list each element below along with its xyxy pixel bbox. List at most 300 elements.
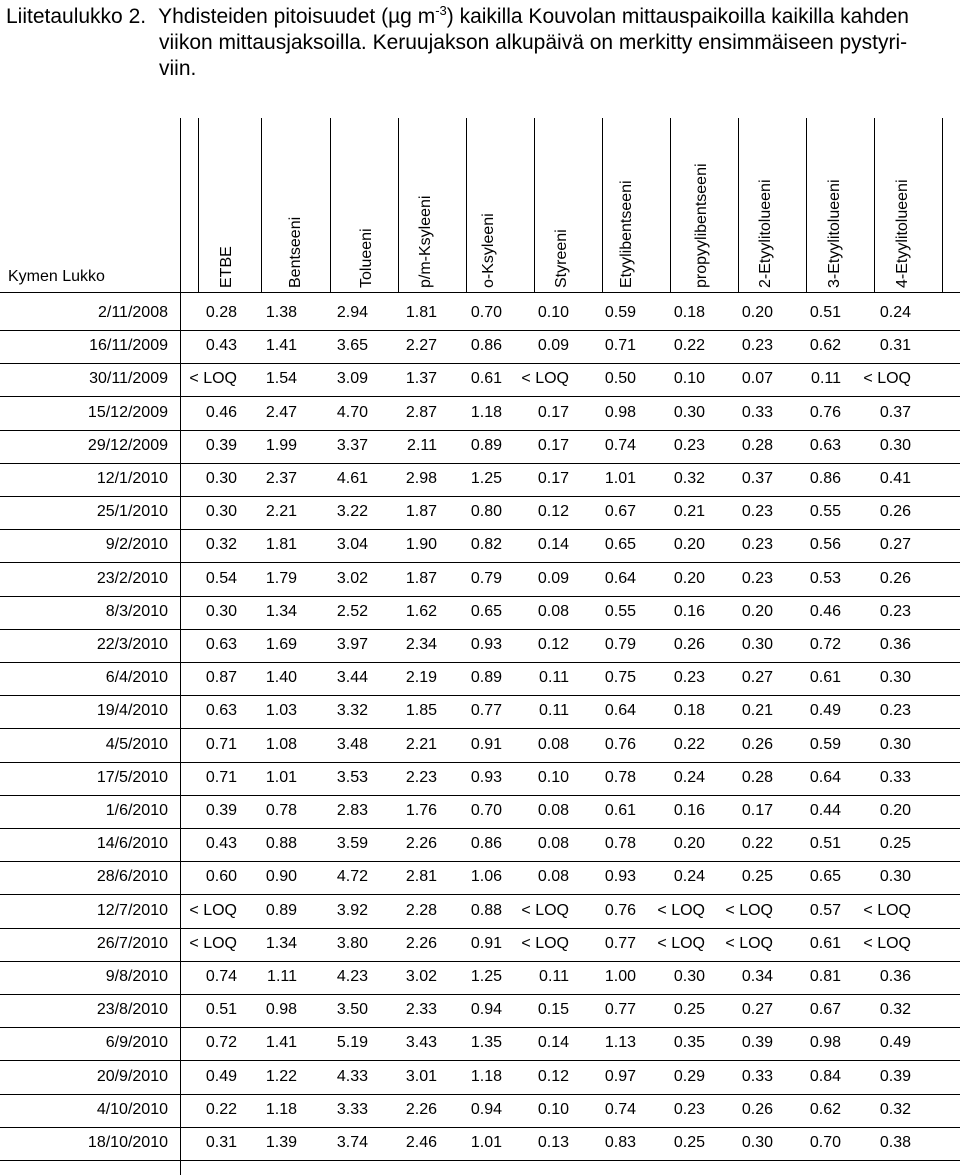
- row-date: 4/5/2010: [105, 735, 168, 753]
- table-cell: 3.09: [336, 370, 368, 388]
- row-divider: [0, 1094, 960, 1095]
- row-divider: [0, 363, 960, 364]
- row-date: 22/3/2010: [96, 636, 168, 653]
- table-cell: 0.22: [205, 1100, 237, 1118]
- row-date: 15/12/2009: [87, 403, 168, 421]
- table-cell: 0.77: [604, 1001, 636, 1019]
- table-cell: 1.40: [265, 669, 297, 687]
- row-date: 20/9/2010: [96, 1067, 168, 1085]
- table-cell: 0.43: [205, 337, 237, 355]
- table-cell: 0.77: [604, 934, 636, 952]
- header-column-separator: [806, 118, 807, 292]
- row-divider: [0, 463, 960, 464]
- table-cell: 0.49: [205, 1067, 237, 1085]
- table-cell: 5.19: [336, 1034, 368, 1052]
- table-cell: < LOQ: [521, 901, 569, 919]
- table-cell: 0.16: [673, 802, 705, 819]
- table-cell: 2.26: [405, 1100, 437, 1118]
- table-cell: 1.54: [265, 370, 297, 388]
- table-cell: 0.25: [673, 1001, 705, 1019]
- row-divider: [0, 396, 960, 397]
- table-cell: 3.43: [405, 1034, 437, 1052]
- table-cell: 1.90: [405, 536, 437, 554]
- header-column-separator: [534, 118, 535, 292]
- table-cell: 3.02: [405, 968, 437, 985]
- table-cell: 1.87: [405, 569, 437, 587]
- table-cell: 0.30: [205, 470, 237, 487]
- table-cell: 0.78: [265, 802, 297, 819]
- table-cell: 0.93: [470, 768, 502, 786]
- table-cell: 0.23: [741, 536, 773, 554]
- table-cell: 0.28: [741, 768, 773, 786]
- column-header: 3-Etyylitolueeni: [826, 179, 843, 288]
- table-cell: 0.37: [879, 403, 911, 421]
- table-cell: 0.26: [879, 503, 911, 521]
- table-cell: 0.10: [537, 1100, 569, 1118]
- table-cell: 0.74: [205, 968, 237, 985]
- table-cell: 0.97: [604, 1067, 636, 1085]
- table-cell: 0.20: [673, 569, 705, 587]
- table-cell: 1.03: [265, 702, 297, 720]
- column-header: 4-Etyylitolueeni: [894, 179, 911, 288]
- table-cell: 3.65: [336, 337, 368, 355]
- table-cell: 0.86: [470, 835, 502, 853]
- table-cell: 0.59: [604, 304, 636, 321]
- table-cell: 0.35: [673, 1034, 705, 1052]
- caption-label: Liitetaulukko 2.: [6, 5, 147, 28]
- table-cell: 0.13: [537, 1134, 569, 1151]
- table-cell: 0.91: [470, 735, 502, 753]
- table-cell: 0.26: [673, 636, 705, 653]
- table-cell: 3.53: [336, 768, 368, 786]
- table-cell: 0.64: [604, 702, 636, 720]
- table-cell: 0.61: [470, 370, 502, 388]
- table-cell: 0.12: [537, 503, 569, 521]
- table-cell: 0.28: [205, 304, 237, 321]
- table-cell: 0.10: [673, 370, 705, 388]
- row-divider: [0, 1160, 960, 1161]
- table-cell: 0.33: [879, 768, 911, 786]
- table-cell: 2.21: [265, 503, 297, 521]
- table-cell: 0.98: [265, 1001, 297, 1019]
- header-column-separator: [670, 118, 671, 292]
- table-cell: < LOQ: [863, 901, 911, 919]
- table-cell: 0.59: [809, 735, 841, 753]
- table-cell: 0.72: [205, 1034, 237, 1052]
- table-cell: 1.25: [470, 470, 502, 487]
- table-cell: 0.23: [673, 669, 705, 687]
- table-cell: 0.20: [673, 536, 705, 554]
- table-cell: < LOQ: [189, 901, 237, 919]
- table-cell: 0.30: [879, 868, 911, 886]
- table-cell: 2.46: [405, 1134, 437, 1151]
- table-cell: 0.30: [673, 403, 705, 421]
- row-date: 9/8/2010: [105, 968, 168, 985]
- table-cell: 0.26: [879, 569, 911, 587]
- table-cell: 0.61: [809, 669, 841, 687]
- row-date: 23/2/2010: [96, 569, 168, 587]
- table-cell: 0.64: [809, 768, 841, 786]
- table-cell: 0.27: [741, 1001, 773, 1019]
- table-cell: 2.11: [407, 436, 437, 454]
- table-cell: 0.81: [809, 968, 841, 985]
- table-cell: 1.34: [265, 602, 297, 620]
- column-header: Tolueeni: [358, 228, 375, 288]
- table-cell: 0.36: [879, 968, 911, 985]
- table-cell: 0.24: [673, 868, 705, 886]
- table-cell: 0.11: [811, 370, 841, 388]
- table-cell: 0.89: [470, 436, 502, 454]
- column-header: Etyylibentseeni: [618, 180, 635, 288]
- table-cell: 0.20: [879, 802, 911, 819]
- table-cell: 0.46: [809, 602, 841, 620]
- table-cell: 0.39: [205, 802, 237, 819]
- table-cell: 0.67: [809, 1001, 841, 1019]
- table-cell: 0.32: [205, 536, 237, 554]
- table-cell: 0.98: [809, 1034, 841, 1052]
- table-cell: 0.49: [809, 702, 841, 720]
- row-divider: [0, 662, 960, 663]
- table-cell: 0.84: [809, 1067, 841, 1085]
- table-cell: 0.50: [604, 370, 636, 388]
- table-cell: 0.89: [265, 901, 297, 919]
- table-cell: 0.17: [537, 470, 569, 487]
- table-cell: 0.21: [673, 503, 705, 521]
- table-cell: 0.88: [265, 835, 297, 853]
- table-cell: 1.06: [470, 868, 502, 886]
- column-header: Bentseeni: [287, 216, 304, 288]
- table-cell: 2.81: [405, 868, 437, 886]
- table-cell: 0.12: [537, 1067, 569, 1085]
- table-cell: 3.33: [336, 1100, 368, 1118]
- table-cell: 0.55: [604, 602, 636, 620]
- row-date: 28/6/2010: [96, 868, 168, 886]
- table-cell: 2.47: [265, 403, 297, 421]
- table-cell: 0.29: [673, 1067, 705, 1085]
- row-divider: [0, 1127, 960, 1128]
- header-column-separator: [398, 118, 399, 292]
- table-cell: 0.67: [604, 503, 636, 521]
- row-divider: [0, 1060, 960, 1061]
- row-divider: [0, 529, 960, 530]
- table-cell: 0.54: [205, 569, 237, 587]
- row-date: 14/6/2010: [96, 835, 168, 853]
- table-cell: 0.87: [205, 669, 237, 687]
- table-cell: 0.64: [604, 569, 636, 587]
- table-cell: 0.61: [604, 802, 636, 819]
- table-cell: 0.94: [470, 1100, 502, 1118]
- table-cell: 2.98: [405, 470, 437, 487]
- table-cell: 0.37: [741, 470, 773, 487]
- table-cell: 0.71: [604, 337, 636, 355]
- table-cell: 1.13: [604, 1034, 636, 1052]
- row-date: 8/3/2010: [105, 602, 168, 620]
- table-cell: 0.33: [741, 1067, 773, 1085]
- table-cell: 1.25: [470, 968, 502, 985]
- table-cell: 2.26: [405, 835, 437, 853]
- table-cell: 0.10: [537, 768, 569, 786]
- table-cell: 3.50: [336, 1001, 368, 1019]
- table-cell: 3.92: [336, 901, 368, 919]
- table-cell: 0.55: [809, 503, 841, 521]
- table-cell: < LOQ: [657, 934, 705, 952]
- column-header: o-Ksyleeni: [480, 213, 497, 288]
- table-cell: 0.09: [537, 337, 569, 355]
- table-cell: 0.94: [470, 1001, 502, 1019]
- table-cell: 2.34: [405, 636, 437, 653]
- table-cell: 1.11: [267, 968, 297, 985]
- table-cell: 0.25: [879, 835, 911, 853]
- table-cell: 0.25: [741, 868, 773, 886]
- table-cell: 0.26: [741, 735, 773, 753]
- table-cell: 0.61: [809, 934, 841, 952]
- table-cell: 1.18: [265, 1100, 297, 1118]
- table-cell: 0.36: [879, 636, 911, 653]
- table-cell: 0.23: [673, 1100, 705, 1118]
- table-cell: 2.33: [405, 1001, 437, 1019]
- table-cell: 1.41: [265, 1034, 297, 1052]
- row-divider: [0, 928, 960, 929]
- table-cell: 3.97: [336, 636, 368, 653]
- table-cell: 3.37: [336, 436, 368, 454]
- table-cell: < LOQ: [725, 934, 773, 952]
- table-cell: 1.81: [405, 304, 437, 321]
- table-cell: 0.18: [673, 304, 705, 321]
- table-cell: 4.33: [336, 1067, 368, 1085]
- table-cell: 0.89: [470, 669, 502, 687]
- table-cell: 0.11: [539, 669, 569, 687]
- table-cell: 0.30: [879, 669, 911, 687]
- caption-superscript: -3: [435, 3, 447, 18]
- header-column-separator: [198, 118, 199, 292]
- table-cell: 0.76: [604, 901, 636, 919]
- row-divider: [0, 1027, 960, 1028]
- table-cell: 0.62: [809, 1100, 841, 1118]
- row-date: 1/6/2010: [105, 802, 168, 819]
- row-date: 4/10/2010: [96, 1100, 168, 1118]
- table-cell: 3.02: [336, 569, 368, 587]
- table-cell: 0.51: [205, 1001, 237, 1019]
- table-cell: 0.30: [879, 436, 911, 454]
- table-cell: 4.23: [336, 968, 368, 985]
- table-cell: 0.15: [537, 1001, 569, 1019]
- table-cell: 0.88: [470, 901, 502, 919]
- column-header: 2-Etyylitolueeni: [757, 179, 774, 288]
- table-cell: 2.94: [336, 304, 368, 321]
- table-cell: 0.63: [205, 702, 237, 720]
- table-cell: 1.35: [470, 1034, 502, 1052]
- table-cell: 0.43: [205, 835, 237, 853]
- table-caption: [6, 4, 956, 82]
- row-date: 9/2/2010: [105, 536, 168, 554]
- table-cell: 0.14: [537, 1034, 569, 1052]
- table-cell: 3.44: [336, 669, 368, 687]
- table-cell: 0.49: [879, 1034, 911, 1052]
- header-column-separator: [738, 118, 739, 292]
- row-divider: [0, 596, 960, 597]
- row-divider: [0, 961, 960, 962]
- header-column-separator: [942, 118, 943, 292]
- table-cell: < LOQ: [863, 934, 911, 952]
- table-cell: 4.70: [336, 403, 368, 421]
- table-cell: 0.23: [879, 702, 911, 720]
- table-cell: 0.76: [809, 403, 841, 421]
- table-cell: 0.63: [205, 636, 237, 653]
- table-cell: 0.39: [741, 1034, 773, 1052]
- table-cell: 0.51: [809, 304, 841, 321]
- table-cell: 1.41: [265, 337, 297, 355]
- table-cell: 0.74: [604, 1100, 636, 1118]
- table-cell: 2.87: [405, 403, 437, 421]
- table-cell: 0.23: [741, 569, 773, 587]
- table-cell: 1.00: [604, 968, 636, 985]
- table-cell: 0.31: [205, 1134, 237, 1151]
- table-cell: 0.30: [741, 636, 773, 653]
- row-divider: [0, 562, 960, 563]
- table-cell: 0.33: [741, 403, 773, 421]
- table-cell: 0.11: [539, 702, 569, 720]
- table-cell: 1.81: [265, 536, 297, 554]
- table-cell: 0.22: [741, 835, 773, 853]
- table-cell: 0.30: [205, 602, 237, 620]
- table-cell: 3.80: [336, 934, 368, 952]
- row-divider: [0, 496, 960, 497]
- table-cell: 0.30: [205, 503, 237, 521]
- row-date: 12/1/2010: [96, 470, 168, 487]
- table-cell: < LOQ: [725, 901, 773, 919]
- table-cell: 0.20: [741, 602, 773, 620]
- table-cell: 0.22: [673, 735, 705, 753]
- table-cell: 0.17: [741, 802, 773, 819]
- table-cell: 0.70: [470, 304, 502, 321]
- table-cell: < LOQ: [189, 934, 237, 952]
- table-cell: 3.01: [405, 1067, 437, 1085]
- column-header: p/m-Ksyleeni: [417, 195, 434, 288]
- header-column-separator: [602, 118, 603, 292]
- row-date: 2/11/2008: [98, 304, 168, 321]
- table-cell: 4.72: [336, 868, 368, 886]
- header-column-separator: [874, 118, 875, 292]
- table-cell: 0.83: [604, 1134, 636, 1151]
- table-cell: 0.32: [673, 470, 705, 487]
- table-cell: 0.53: [809, 569, 841, 587]
- table-cell: 1.76: [405, 802, 437, 819]
- row-date: 23/8/2010: [96, 1001, 168, 1019]
- row-date: 29/12/2009: [87, 436, 168, 454]
- row-date: 12/7/2010: [96, 901, 168, 919]
- table-cell: 0.23: [741, 337, 773, 355]
- table-cell: 0.07: [741, 370, 773, 388]
- table-cell: 0.30: [879, 735, 911, 753]
- table-cell: 0.98: [604, 403, 636, 421]
- table-cell: 3.32: [336, 702, 368, 720]
- row-divider: [0, 994, 960, 995]
- caption-line2: viikon mittausjaksoilla. Keruujakson alkupäivä on merkitty ensimmäiseen pystyri-: [159, 31, 908, 54]
- table-cell: 0.38: [879, 1134, 911, 1151]
- table-cell: 0.10: [537, 304, 569, 321]
- header-divider: [0, 292, 960, 293]
- table-cell: 0.71: [205, 735, 237, 753]
- table-cell: 0.32: [879, 1001, 911, 1019]
- header-column-separator: [261, 118, 262, 292]
- table-cell: 0.86: [809, 470, 841, 487]
- caption-line1-pre: Yhdisteiden pitoisuudet (µg m: [158, 5, 436, 28]
- table-cell: 1.39: [265, 1134, 297, 1151]
- table-cell: 0.60: [205, 868, 237, 886]
- row-date: 25/1/2010: [96, 503, 168, 521]
- table-cell: 0.65: [809, 868, 841, 886]
- table-cell: 0.72: [809, 636, 841, 653]
- table-cell: 0.17: [537, 436, 569, 454]
- table-cell: 0.23: [673, 436, 705, 454]
- row-date: 26/7/2010: [96, 934, 168, 952]
- table-cell: 0.24: [879, 304, 911, 321]
- table-cell: 0.90: [265, 868, 297, 886]
- corner-label: Kymen Lukko: [8, 268, 105, 285]
- table-cell: 0.93: [604, 868, 636, 886]
- table-cell: 2.19: [405, 669, 437, 687]
- table-cell: 0.20: [741, 304, 773, 321]
- table-cell: 2.27: [405, 337, 437, 355]
- table-cell: 0.79: [470, 569, 502, 587]
- column-header: Styreeni: [553, 229, 570, 288]
- table-cell: 0.26: [741, 1100, 773, 1118]
- table-cell: 0.79: [604, 636, 636, 653]
- row-date: 6/4/2010: [105, 669, 168, 687]
- table-cell: 2.37: [265, 470, 297, 487]
- table-cell: 0.14: [537, 536, 569, 554]
- table-cell: 0.44: [809, 802, 841, 819]
- row-date: 17/5/2010: [96, 768, 168, 786]
- table-cell: 0.70: [470, 802, 502, 819]
- table-cell: 0.30: [673, 968, 705, 985]
- table-cell: 0.11: [539, 968, 569, 985]
- table-cell: 0.51: [809, 835, 841, 853]
- table-cell: 0.75: [604, 669, 636, 687]
- table-cell: 0.30: [741, 1134, 773, 1151]
- table-cell: 0.08: [537, 735, 569, 753]
- table-cell: 2.83: [336, 802, 368, 819]
- table-cell: 3.22: [336, 503, 368, 521]
- table-cell: 0.76: [604, 735, 636, 753]
- table-cell: 0.74: [604, 436, 636, 454]
- table-cell: 0.41: [879, 470, 911, 487]
- table-cell: 0.32: [879, 1100, 911, 1118]
- table-cell: < LOQ: [863, 370, 911, 388]
- table-cell: 0.25: [673, 1134, 705, 1151]
- table-cell: 0.09: [537, 569, 569, 587]
- caption-line3: viin.: [159, 57, 197, 80]
- table-cell: 3.48: [336, 735, 368, 753]
- header-column-separator: [330, 118, 331, 292]
- table-cell: 0.08: [537, 868, 569, 886]
- table-cell: 0.57: [809, 901, 841, 919]
- table-cell: 1.18: [470, 1067, 502, 1085]
- row-divider: [0, 695, 960, 696]
- table-cell: 0.91: [470, 934, 502, 952]
- table-cell: 0.18: [673, 702, 705, 720]
- table-cell: 2.26: [405, 934, 437, 952]
- table-cell: 2.21: [405, 735, 437, 753]
- column-header: ETBE: [218, 246, 235, 288]
- row-divider: [0, 430, 960, 431]
- table-cell: 0.16: [673, 602, 705, 620]
- row-date: 16/11/2009: [89, 337, 168, 355]
- table-cell: 0.20: [673, 835, 705, 853]
- table-cell: 3.59: [336, 835, 368, 853]
- table-cell: 0.34: [741, 968, 773, 985]
- table-cell: 1.01: [604, 470, 636, 487]
